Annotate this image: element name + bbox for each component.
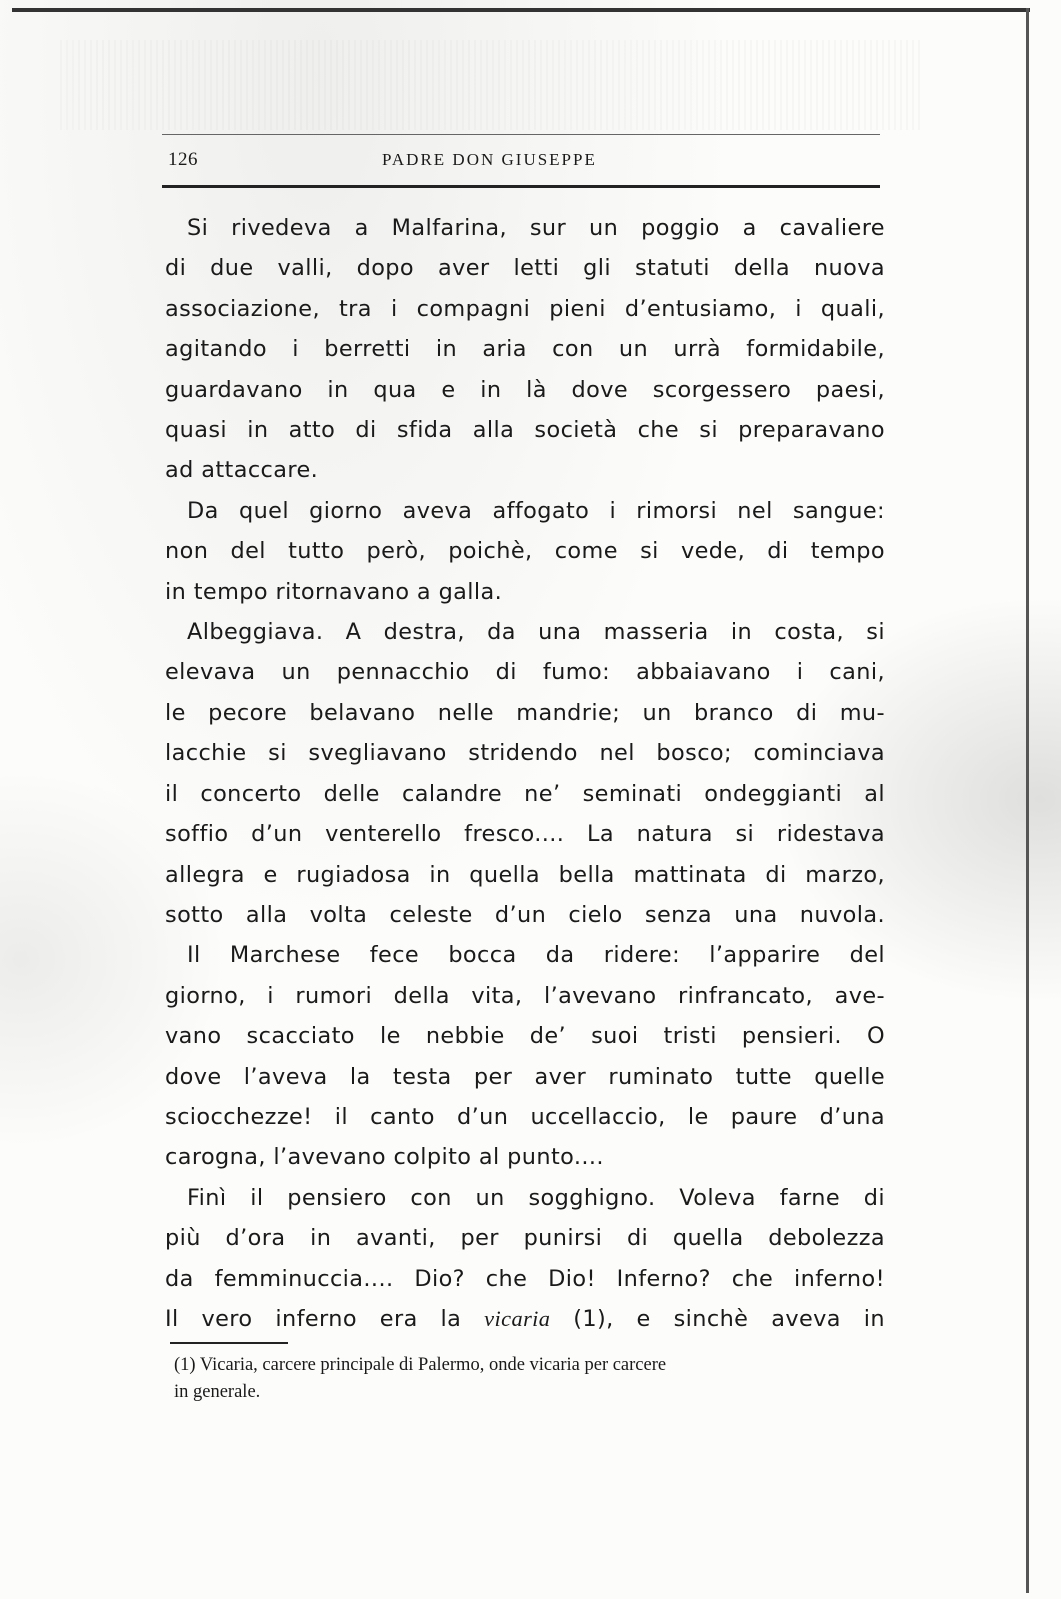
text-line: vano scacciato le nebbie de’ suoi tristi pensieri. O xyxy=(165,1023,885,1050)
text-line: allegra e rugiadosa in quella bella mattinata di marzo, xyxy=(165,861,885,888)
text-line: più d’ora in avanti, per punirsi di quella debolezza xyxy=(165,1225,885,1252)
paragraph xyxy=(165,491,885,612)
text-line: Da quel giorno aveva affogato i rimorsi nel sangue: xyxy=(187,497,885,524)
text-line: sotto alla volta celeste d’un cielo senza una nuvola. xyxy=(165,901,885,928)
page-header xyxy=(162,134,880,188)
text-line: lacchie si svegliavano stridendo nel bosco; cominciava xyxy=(165,740,885,767)
text-line: guardavano in qua e in là dove scorgessero paesi, xyxy=(165,376,885,403)
text-line: associazione, tra i compagni pieni d’entusiamo, i quali, xyxy=(165,295,885,322)
body-text xyxy=(165,208,885,1339)
footnote-separator xyxy=(170,1342,288,1344)
paragraph xyxy=(165,612,885,935)
italic-term: vicaria xyxy=(484,1305,551,1331)
scan-noise xyxy=(60,40,920,130)
text-line: le pecore belavano nelle mandrie; un branco di mu- xyxy=(165,699,885,726)
text-line: in tempo ritornavano a galla. xyxy=(165,578,503,605)
text-line: agitando i berretti in aria con un urrà formidabile, xyxy=(165,336,885,363)
paragraph xyxy=(165,935,885,1177)
text-line: carogna, l’avevano colpito al punto.... xyxy=(165,1144,604,1171)
text-line: quasi in atto di sfida alla società che si preparavano xyxy=(165,417,885,444)
paragraph xyxy=(165,208,885,491)
paragraph xyxy=(165,1178,885,1340)
text-line: dove l’aveva la testa per aver ruminato tutte quelle xyxy=(165,1063,885,1090)
footnote xyxy=(174,1352,894,1406)
text-line: di due valli, dopo aver letti gli statuti della nuova xyxy=(165,255,885,282)
page-number: 126 xyxy=(168,149,198,170)
text-line: giorno, i rumori della vita, l’avevano rinfrancato, ave- xyxy=(165,982,885,1009)
scan-top-edge xyxy=(12,8,1030,12)
footnote-line: (1) Vicaria, carcere principale di Palermo, onde vicaria per carcere xyxy=(174,1355,667,1375)
running-title: PADRE DON GIUSEPPE xyxy=(382,150,597,169)
text-line: il concerto delle calandre ne’ seminati ondeggianti al xyxy=(165,780,885,807)
text-run: (1), e sinchè aveva in xyxy=(573,1305,885,1332)
text-line: ad attaccare. xyxy=(165,457,319,484)
text-run: Il vero inferno era la xyxy=(165,1305,462,1332)
text-line: sciocchezze! il canto d’un uccellaccio, le paure d’una xyxy=(165,1103,885,1130)
text-line: non del tutto però, poichè, come si vede, di tempo xyxy=(165,538,885,565)
text-line: elevava un pennacchio di fumo: abbaiavano i cani, xyxy=(165,659,885,686)
text-line-mixed xyxy=(165,1299,885,1339)
text-line: da femminuccia.... Dio? che Dio! Inferno? che inferno! xyxy=(165,1265,885,1292)
scan-right-edge xyxy=(1026,8,1029,1593)
text-line: Finì il pensiero con un sogghigno. Voleva farne di xyxy=(187,1184,885,1211)
footnote-line: in generale. xyxy=(174,1382,261,1402)
text-line: soffio d’un venterello fresco.... La natura si ridestava xyxy=(165,821,885,848)
text-line: Il Marchese fece bocca da ridere: l’apparire del xyxy=(187,942,885,969)
text-line: Si rivedeva a Malfarina, sur un poggio a cavaliere xyxy=(187,215,885,241)
text-line: Albeggiava. A destra, da una masseria in costa, si xyxy=(187,619,885,646)
